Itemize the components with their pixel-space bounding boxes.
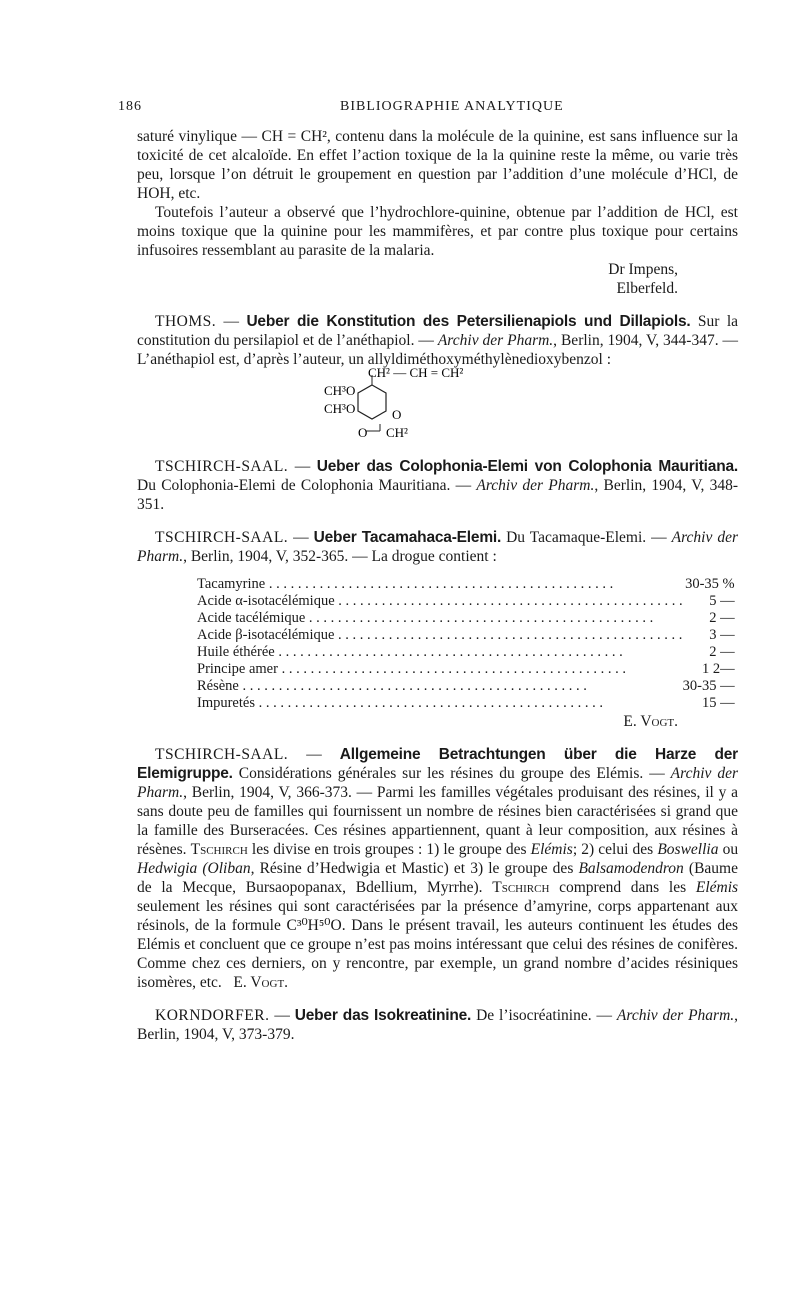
entry1-signature-place: Elberfeld. — [616, 280, 678, 297]
dot-leader — [335, 593, 683, 609]
entry2-journal: Archiv der Pharm. — [437, 332, 554, 349]
entry6-author: KORNDORFER. — [155, 1007, 270, 1024]
entry5-text2: , Berlin, 1904, V, 366-373. — Parmi les familles végétales produisant des résines, il y a sans doute peu de familles qui fournissent un nombre de résines bien caractérisées si grand que la famille des Burseracées. Ces résines appartiennent, quant à leur composition, aux résines à résènes. — [137, 784, 738, 858]
formula-top: CH² — CH = CH² — [368, 365, 464, 380]
benzene-ring — [358, 385, 386, 419]
composition-value: 2 — — [709, 610, 735, 626]
composition-value: 30-35 % — [685, 576, 735, 592]
composition-name: Huile éthérée — [197, 644, 275, 660]
composition-value: 15 — — [701, 695, 735, 711]
entry2-paragraph: THOMS. — Ueber die Konstitution des Petersilienapiols und Dillapiols. Sur la constitution du persilapiol et de l’anéthapiol. — Archiv der Pharm., Berlin, 1904, V, 344-347. — L’anéthapiol est, d’après l’auteur, un allyldiméthoxyméthylènedioxybenzol : — [137, 313, 739, 368]
composition-value: 2 — — [709, 644, 735, 660]
composition-row — [197, 576, 735, 593]
entry6-text-after: , Berlin, 1904, V, 373-379. — [137, 1007, 739, 1043]
entry5-balsamodendron: Balsamodendron — [578, 860, 684, 877]
spacer — [137, 566, 738, 576]
entry1-signature: Dr Impens, — [608, 261, 678, 278]
composition-value: 1 2— — [701, 661, 735, 677]
entry5-signature: E. Vogt. — [233, 974, 289, 991]
entry4-text: Du Tacamaque-Elemi. — — [506, 529, 667, 546]
dot-leader — [275, 644, 623, 660]
entry4-paragraph: TSCHIRCH-SAAL. — Ueber Tacamahaca-Elemi. Du Tacamaque-Elemi. — Archiv der Pharm., Berlin, 1904, V, 352-365. — La drogue contient : — [137, 529, 739, 565]
composition-row — [197, 644, 735, 661]
entry3-title: Ueber das Colophonia-Elemi von Colophonia Mauritiana. — [316, 458, 738, 475]
entry3-text: Du Colophonia-Elemi de Colophonia Mauritiana. — — [137, 477, 472, 494]
formula-left2: CH³O — [324, 401, 356, 416]
entry3-text-after: , Berlin, 1904, V, 348-351. — [137, 477, 738, 513]
composition-name: Principe amer — [197, 661, 278, 677]
entry5-journal: Archiv der Pharm. — [137, 765, 739, 801]
entry5-tschirch2: Tschirch — [492, 879, 550, 896]
composition-name: Impuretés — [197, 695, 255, 711]
dot-leader — [239, 678, 587, 694]
entry2-author: THOMS. — [155, 313, 217, 330]
entry5-text9: seulement les résines qui sont caractérisées par la présence d’amyrine, corps appartenant aux résinols, de la formule C³⁰H⁵⁰O. Dans le présent travail, les auteurs continuent les études des Elémis et concluent que ce groupe n’est pas moins intéressant que celui des résines de conifères. Comme chez ces derniers, on y rencontre, par exemple, un grand nombre d’acides résiniques isomères, etc. — [137, 898, 738, 991]
entry5-author: TSCHIRCH-SAAL. — [155, 746, 289, 763]
composition-name: Acide α-isotacélémique — [197, 593, 335, 609]
dot-leader — [278, 661, 626, 677]
composition-row — [197, 593, 735, 610]
composition-row — [197, 695, 735, 712]
formula-right-o: O — [392, 407, 402, 422]
entry4-text-after: , Berlin, 1904, V, 352-365. — La drogue contient : — [183, 548, 497, 565]
dot-leader — [334, 627, 682, 643]
composition-value: 30-35 — — [682, 678, 735, 694]
entry4-signature-text: E. Vogt. — [623, 713, 678, 730]
entry2-text-after: , Berlin, 1904, V, 344-347. — L’anéthapiol est, d’après l’auteur, un allyldiméthoxyméthylènedioxybenzol : — [137, 332, 738, 368]
entry5-olibau: (Oliban, — [202, 860, 255, 877]
entry6-paragraph: KORNDORFER. — Ueber das Isokreatinine. De l’isocréatinine. — Archiv der Pharm., Berlin, 1904, V, 373-379. — [137, 1007, 739, 1043]
spacer — [137, 731, 738, 745]
entry5-elemis2: Elémis — [695, 879, 739, 896]
entry4-title: Ueber Tacamahaca-Elemi. — [313, 529, 502, 546]
entry5-text8: comprend dans les — [559, 879, 687, 896]
running-header — [118, 97, 738, 117]
dot-leader — [255, 695, 603, 711]
entry6-text: De l’isocréatinine. — — [476, 1007, 612, 1024]
dot-leader — [305, 610, 653, 626]
composition-row — [197, 627, 735, 644]
entry4-signature — [137, 712, 738, 731]
spacer — [137, 298, 738, 312]
dot-leader — [265, 576, 613, 592]
entry5-text1: Considérations générales sur les résines du groupe des Elémis. — — [238, 765, 665, 782]
entry1-paragraph1: saturé vinylique — CH = CH², contenu dans la molécule de la quinine, est sans influence sur la toxicité de cet alcaloïde. En effet l’action toxique de la la quinine reste la même, ou varie très peu, lorsque l’on détruit le groupement en question par l’addition d’une molécule d’HCl, de HOH, etc. — [137, 128, 738, 202]
entry3-journal: Archiv der Pharm. — [476, 477, 595, 494]
entry5-text3: les divise en trois groupes : 1) le groupe des — [251, 841, 527, 858]
chemical-formula — [137, 365, 738, 457]
entry6-title: Ueber das Isokreatinine. — [294, 1007, 472, 1024]
formula-bottom-ch2: CH² — [386, 425, 408, 440]
entry5-title: Allgemeine Betrachtungen über die Harze der Elemigruppe. — [137, 746, 738, 782]
composition-table — [197, 576, 735, 712]
entry5-tschirch1: Tschirch — [190, 841, 248, 858]
entry3-paragraph: TSCHIRCH-SAAL. — Ueber das Colophonia-Elemi von Colophonia Mauritiana. Du Colophonia-Elemi de Colophonia Mauritiana. — Archiv der Pharm., Berlin, 1904, V, 348-351. — [137, 458, 738, 513]
entry4-author: TSCHIRCH-SAAL. — [155, 529, 289, 546]
composition-value: 5 — — [709, 593, 735, 609]
composition-value: 3 — — [709, 627, 735, 643]
composition-name: Acide tacélémique — [197, 610, 306, 626]
page-body — [137, 127, 738, 1044]
entry3-author: TSCHIRCH-SAAL. — [155, 458, 289, 475]
spacer — [137, 992, 738, 1006]
entry2-title: Ueber die Konstitution des Petersilienapiols und Dillapiols. — [246, 313, 691, 330]
spacer — [137, 514, 738, 528]
entry1-paragraph2: Toutefois l’auteur a observé que l’hydrochlore-quinine, obtenue par l’addition de HCl, est moins toxique que la quinine pour les mammifères, et par contre plus toxique pour certains infusoires ressemblant au parasite de la malaria. — [137, 204, 738, 259]
entry5-paragraph: TSCHIRCH-SAAL. — Allgemeine Betrachtungen über die Harze der Elemigruppe. Considérations générales sur les résines du groupe des Elémis. — Archiv der Pharm., Berlin, 1904, V, 366-373. — Parmi les familles végétales produisant des résines, il y a sans doute peu de familles qui fournissent un nombre de résines bien caractérisées si grand que la famille des Burseracées. Ces résines appartiennent, quant à leur composition, aux résines à résènes. Tschirch les divise en trois groupes : 1) le groupe des Elémis; 2) celui des Boswellia ou Hedwigia (Oliban, Résine d’Hedwigia et Mastic) et 3) le groupe des Balsamodendron (Baume de la Mecque, Bursaopopanax, Bdellium, Myrrhe). Tschirch comprend dans les Elémis seulement les résines qui sont caractérisées par la présence d’amyrine, corps appartenant aux résinols, de la formule C³⁰H⁵⁰O. Dans le présent travail, les auteurs continuent les études des Elémis et concluent que ce groupe n’est pas moins intéressant que celui des résines de conifères. Comme chez ces derniers, on y rencontre, par exemple, un grand nombre d’acides résiniques isomères, etc. E. Vogt. — [137, 746, 739, 991]
formula-left1: CH³O — [324, 383, 356, 398]
composition-row — [197, 678, 735, 695]
composition-row — [197, 610, 735, 627]
entry4-journal: Archiv der Pharm. — [137, 529, 739, 565]
entry5-elemis: Elémis — [530, 841, 573, 858]
running-title: BIBLIOGRAPHIE ANALYTIQUE — [340, 99, 564, 114]
entry5-text7: (Baume de la Mecque, Bursaopopanax, Bdellium, Myrrhe). — [137, 860, 738, 896]
entry5-text6: Résine d’Hedwigia et Mastic) et 3) le groupe des — [259, 860, 574, 877]
page-number: 186 — [118, 99, 142, 114]
entry5-text5: ou — [722, 841, 739, 858]
entry2-text: Sur la constitution du persilapiol et de l’anéthapiol. — — [137, 313, 739, 349]
benzene-ring-diagram — [324, 365, 592, 457]
composition-row — [197, 661, 735, 678]
composition-name: Acide β-isotacélémique — [197, 627, 335, 643]
entry6-journal: Archiv der Pharm. — [616, 1007, 735, 1024]
formula-bottom-o: O — [358, 425, 368, 440]
composition-name: Tacamyrine — [197, 576, 266, 592]
composition-name: Résène — [197, 678, 239, 694]
entry5-text4: ; 2) celui des — [572, 841, 654, 858]
entry5-boswellia: Boswellia — [657, 841, 719, 858]
entry5-hedwigia: Hedwigia — [137, 860, 198, 877]
